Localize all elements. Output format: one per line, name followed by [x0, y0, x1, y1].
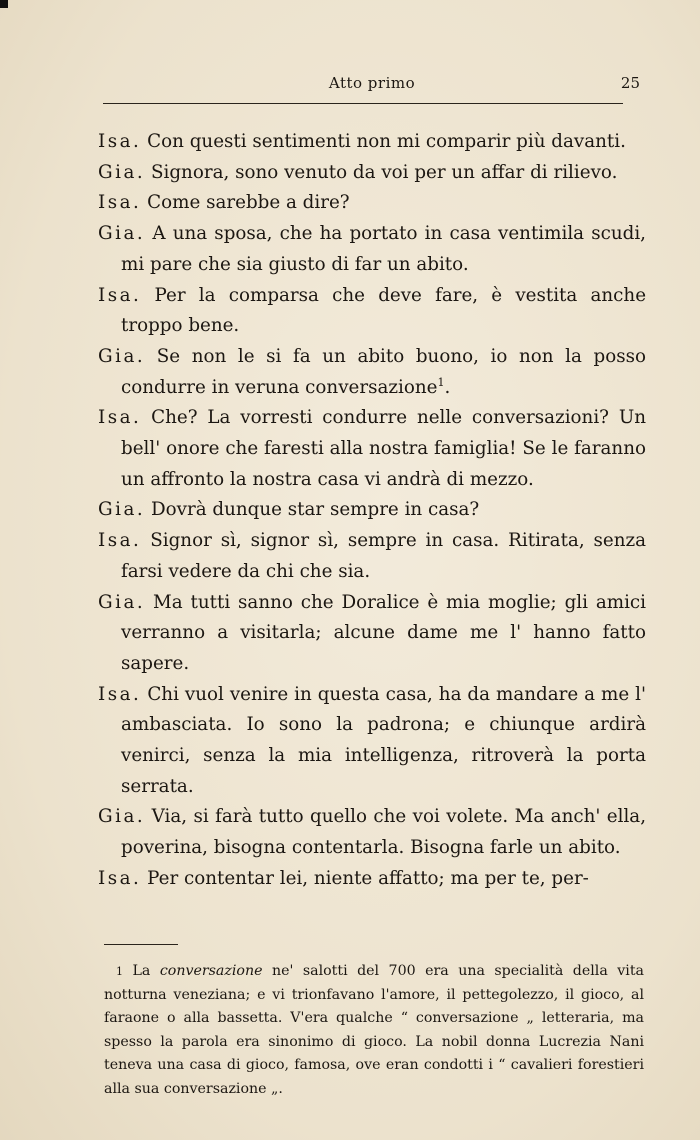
footnote-term: conversazione: [159, 963, 263, 979]
dialogue-line: [98, 219, 646, 280]
dialogue-speech: A una sposa, che ha portato in casa ventimila scudi, mi pare che sia giusto di far un abito.: [121, 223, 646, 275]
footnote-number: 1: [116, 965, 123, 978]
speaker-name: Gia.: [98, 223, 146, 245]
speaker-name: Isa.: [98, 192, 142, 214]
footnote-text: ne' salotti del 700 era una specialità della vita notturna veneziana; e vi trionfavano l'amore, il pettegolezzo, il gioco, al faraone o alla bassetta. V'era qualche “ conversazione „ letteraria, ma spesso la parola era sinonimo di gioco. La nobil donna Lucrezia Nani teneva una casa di gioco, famosa, ove eran condotti i “ cavalieri forestieri alla sua conversazione „.: [104, 963, 644, 1097]
dialogue-speech: Signora, sono venuto da voi per un affar di rilievo.: [150, 161, 618, 183]
dialogue-line: [98, 281, 646, 342]
dialogue-line: [98, 526, 646, 587]
header-rule: [103, 103, 623, 104]
dialogue-speech: Per contentar lei, niente affatto; ma per te, per-: [147, 867, 589, 889]
footnote: [104, 960, 644, 1102]
dialogue-speech: Se non le si fa un abito buono, io non la posso condurre in veruna conversazione: [121, 345, 646, 398]
dialogue-line: [98, 127, 646, 158]
running-head: [104, 74, 640, 98]
dialogue-line: [98, 158, 646, 189]
dialogue-speech: Chi vuol venire in questa casa, ha da mandare a me l' ambasciata. Io sono la padrona; e chiunque ardirà venirci, senza la mia intelligenza, ritroverà la porta serrata.: [121, 683, 647, 797]
corner-mark: [0, 0, 8, 8]
dialogue-speech: Per la comparsa che deve fare, è vestita anche troppo bene.: [121, 284, 647, 337]
footnote-lead: La: [132, 963, 151, 979]
dialogue-speech: Via, si farà tutto quello che voi volete. Ma anch' ella, poverina, bisogna contentarla. Bisogna farle un abito.: [121, 806, 647, 859]
speaker-name: Isa.: [98, 407, 142, 429]
dialogue-speech: Dovrà dunque star sempre in casa?: [150, 499, 480, 521]
dialogue-text: [98, 127, 646, 895]
speaker-name: Gia.: [98, 345, 146, 367]
dialogue-speech: Che? La vorresti condurre nelle conversazioni? Un bell' onore che faresti alla nostra famiglia! Se le faranno un affronto la nostra casa vi andrà di mezzo.: [121, 407, 646, 490]
dialogue-line: [98, 588, 646, 680]
speaker-name: Gia.: [98, 806, 146, 828]
speaker-name: Isa.: [98, 530, 142, 552]
dialogue-line: [98, 342, 646, 403]
dialogue-line: [98, 495, 646, 526]
footnote-reference[interactable]: 1: [437, 375, 445, 389]
speaker-name: Gia.: [98, 499, 146, 521]
speaker-name: Gia.: [98, 591, 146, 613]
dialogue-line: [98, 802, 646, 863]
footnote-rule: [104, 944, 178, 945]
speaker-name: Isa.: [98, 284, 142, 306]
dialogue-line: [98, 864, 646, 895]
dialogue-speech: Signor sì, signor sì, sempre in casa. Ritirata, senza farsi vedere da chi che sia.: [121, 530, 647, 582]
dialogue-speech: Ma tutti sanno che Doralice è mia moglie; gli amici verranno a visitarla; alcune dame me l' hanno fatto sapere.: [121, 591, 646, 674]
dialogue-speech: Con questi sentimenti non mi comparir più davanti.: [147, 131, 626, 152]
speaker-name: Isa.: [98, 131, 142, 152]
dialogue-line: [98, 680, 646, 803]
running-title: Atto primo: [328, 74, 416, 92]
page-number: 25: [620, 74, 640, 92]
dialogue-speech-end: .: [444, 376, 451, 398]
dialogue-line: [98, 188, 646, 219]
speaker-name: Gia.: [98, 161, 146, 183]
speaker-name: Isa.: [98, 683, 142, 705]
dialogue-line: [98, 403, 646, 495]
dialogue-speech: Come sarebbe a dire?: [147, 192, 350, 214]
speaker-name: Isa.: [98, 867, 142, 889]
